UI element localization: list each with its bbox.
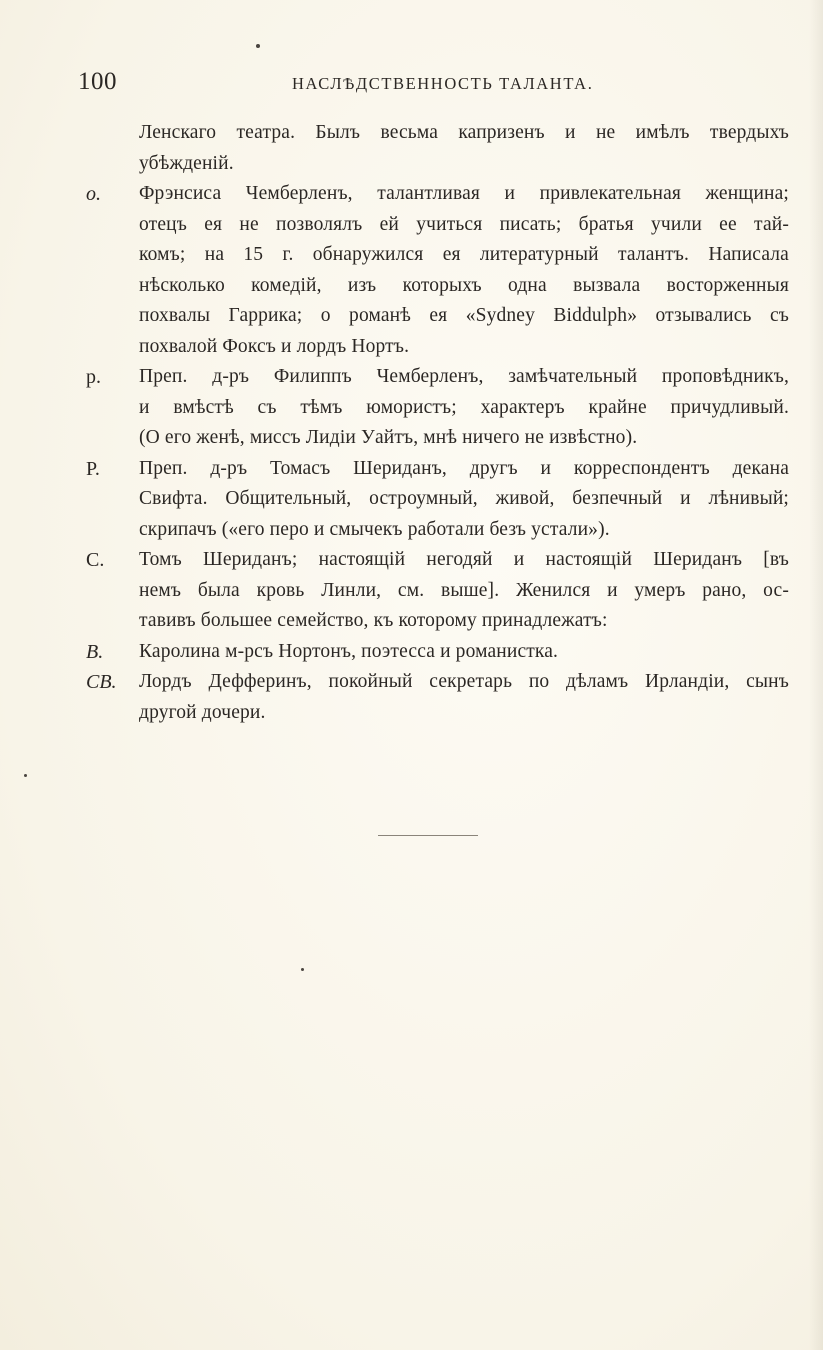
ink-speck xyxy=(301,968,304,971)
entry-line: Лордъ Дефферинъ, покойный секретарь по дѣламъ Ирландіи, сынъ xyxy=(139,671,789,692)
page-body xyxy=(84,118,789,728)
page-number: 100 xyxy=(78,68,117,95)
entry-line: тавивъ большее семейство, къ которому принадлежатъ: xyxy=(139,610,608,631)
ink-speck xyxy=(256,44,260,48)
entry-marker: o. xyxy=(86,183,101,205)
entry-line: комъ; на 15 г. обнаружился ея литературный талантъ. Написала xyxy=(139,244,789,265)
entry-line: Преп. д-ръ Томасъ Шериданъ, другъ и корреспондентъ декана xyxy=(139,457,789,479)
running-title: НАСЛѢДСТВЕННОСТЬ ТАЛАНТА. xyxy=(292,74,594,93)
entry-marker: B. xyxy=(86,640,104,663)
entry-line: немъ была кровь Линли, см. выше]. Женился и умеръ рано, ос- xyxy=(139,579,789,601)
page-edge-shadow xyxy=(809,0,823,1350)
entry-C xyxy=(84,545,789,637)
entry-p xyxy=(84,362,789,454)
entry-line: Преп. д-ръ Филиппъ Чемберленъ, замѣчательный проповѣдникъ, xyxy=(139,366,789,387)
entry-line: отецъ ея не позволялъ ей учиться писать; братья учили ее тай- xyxy=(139,213,789,235)
entry-line: другой дочери. xyxy=(139,701,266,723)
entry-marker: CB. xyxy=(86,671,117,693)
entry-line: похвалой Фоксъ и лордъ Нортъ. xyxy=(139,335,410,357)
entry-line: похвалы Гаррика; о романѣ ея «Sydney Biddulph» отзывались съ xyxy=(139,305,789,326)
entry-marker: C. xyxy=(86,549,105,571)
entry-line: Ленскаго театра. Былъ весьма капризенъ и не имѣлъ твердыхъ xyxy=(139,122,789,143)
page-header xyxy=(78,68,738,102)
entry-B xyxy=(84,637,789,668)
entry-continuation xyxy=(84,118,789,179)
entry-line: убѣжденій. xyxy=(139,152,234,174)
entry-line: Каролина м-рсъ Нортонъ, поэтесса и романистка. xyxy=(139,640,559,662)
entry-line: (О его женѣ, миссъ Лидіи Уайтъ, мнѣ ничего не извѣстно). xyxy=(139,427,638,448)
entry-P xyxy=(84,454,789,546)
entry-line: Свифта. Общительный, остроумный, живой, безпечный и лѣнивый; xyxy=(139,488,789,509)
entry-line: Томъ Шериданъ; настоящій негодяй и настоящій Шериданъ [въ xyxy=(139,549,789,570)
section-end-rule xyxy=(378,835,478,836)
entry-o xyxy=(84,179,789,362)
entry-marker: P. xyxy=(86,457,100,480)
entry-line: скрипачъ («его перо и смычекъ работали безъ устали»). xyxy=(139,518,610,540)
ink-speck xyxy=(24,774,27,777)
entry-marker: p. xyxy=(86,366,101,388)
entry-line: нѣсколько комедій, изъ которыхъ одна вызвала восторженныя xyxy=(139,274,789,296)
entry-CB xyxy=(84,667,789,728)
entry-line: Фрэнсиса Чемберленъ, талантливая и привлекательная женщина; xyxy=(139,183,789,204)
entry-line: и вмѣстѣ съ тѣмъ юмористъ; характеръ крайне причудливый. xyxy=(139,396,789,418)
